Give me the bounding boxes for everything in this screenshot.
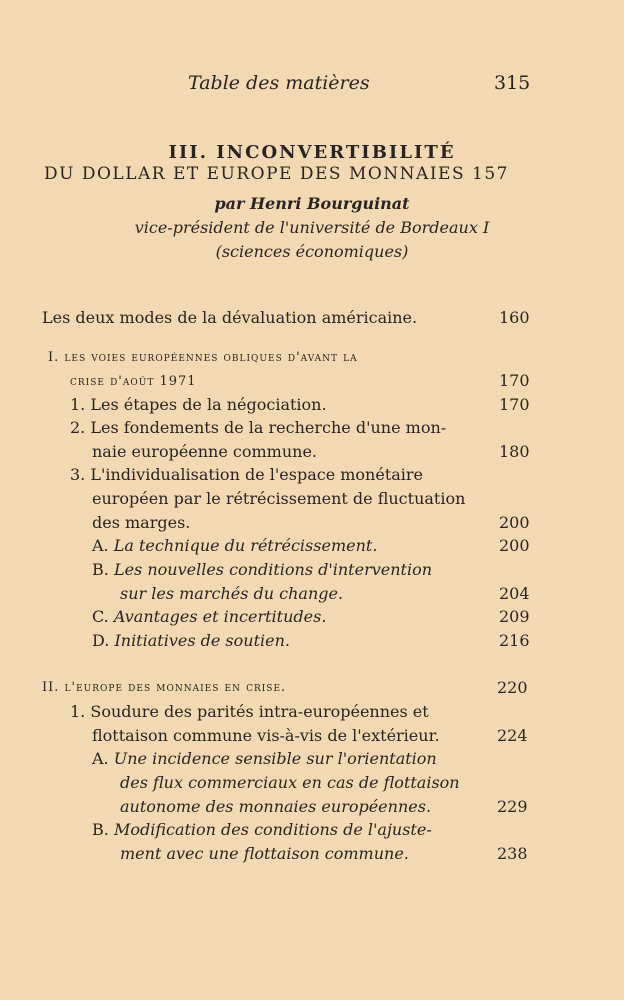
author-name: par Henri Bourguinat <box>214 194 410 213</box>
chapter-title-line2 <box>44 164 509 184</box>
toc-part2-a-label1: Une incidence sensible sur l'orientation <box>113 749 437 768</box>
toc-part1-page: 170 <box>499 371 530 390</box>
toc-part1-s3-line3: des marges. <box>92 513 191 532</box>
toc-part1-s1-page: 170 <box>499 395 530 414</box>
toc-part1-a-letter: A. <box>92 536 109 555</box>
running-head <box>0 72 624 98</box>
toc-part1-d-label: Initiatives de soutien. <box>114 631 290 650</box>
toc-part2-b-page: 238 <box>497 844 528 863</box>
toc-part2-s1-page: 224 <box>497 726 528 745</box>
toc-part1-s2-line2: naie européenne commune. <box>92 442 318 461</box>
chapter-title-text: DU DOLLAR ET EUROPE DES MONNAIES <box>44 164 466 184</box>
toc-part2-a-letter: A. <box>92 749 109 768</box>
toc-part1-c <box>92 607 326 626</box>
toc-part2: II. l'europe des monnaies en crise. <box>42 680 287 695</box>
toc-part2-a-line2: des flux commerciaux en cas de flottaison <box>120 773 460 792</box>
chapter-heading <box>0 142 624 184</box>
toc-part1-s3-line2: européen par le rétrécissement de fluctuation <box>92 489 466 508</box>
toc-part1-s3-line1: 3. L'individualisation de l'espace monétaire <box>70 465 424 484</box>
toc-part2-b-letter: B. <box>92 820 109 839</box>
toc-part1-line2: crise d'août 1971 <box>70 374 197 389</box>
toc-part2-a-line3: autonome des monnaies européennes. <box>120 797 432 816</box>
toc-part1-d-letter: D. <box>92 631 110 650</box>
toc-part1-a <box>92 536 377 555</box>
author-block <box>0 192 624 264</box>
toc-part1-d <box>92 631 290 650</box>
author-role: vice-président de l'université de Bordeaux I <box>134 218 490 237</box>
chapter-page: 157 <box>472 164 509 184</box>
toc-part1-c-letter: C. <box>92 607 109 626</box>
toc-part2-b-line1 <box>92 820 432 839</box>
page-number: 315 <box>494 72 531 94</box>
toc-part2-b-line2: ment avec une flottaison commune. <box>120 844 409 863</box>
toc-part1-c-page: 209 <box>499 607 530 626</box>
toc-part1-a-page: 200 <box>499 536 530 555</box>
toc-part1-b-line2: sur les marchés du change. <box>120 584 344 603</box>
toc-part2-s1-line2: flottaison commune vis-à-vis de l'extérieur. <box>92 726 440 745</box>
toc-part1-b-letter: B. <box>92 560 109 579</box>
toc-part1-s3-page: 200 <box>499 513 530 532</box>
toc-part2-s1-line1: 1. Soudure des parités intra-européennes et <box>70 702 429 721</box>
toc-part1-a-label: La technique du rétrécissement. <box>113 536 378 555</box>
toc-part1-s1: 1. Les étapes de la négociation. <box>70 395 327 414</box>
toc-part1-b-page: 204 <box>499 584 530 603</box>
toc-part1-b-line1 <box>92 560 432 579</box>
toc-page-intro: 160 <box>499 308 530 327</box>
toc-part1-b-label1: Les nouvelles conditions d'intervention <box>113 560 433 579</box>
toc-part1-s2-page: 180 <box>499 442 530 461</box>
toc-part2-page: 220 <box>497 678 528 697</box>
toc-part2-a-page: 229 <box>497 797 528 816</box>
toc-part1-s2-line1: 2. Les fondements de la recherche d'une mon- <box>70 418 447 437</box>
toc-part1-c-label: Avantages et incertitudes. <box>113 607 327 626</box>
toc-part2-a-line1 <box>92 749 437 768</box>
author-field: (sciences économiques) <box>215 242 409 261</box>
running-head-title: Table des matières <box>188 72 370 94</box>
toc-part1-line1: I. les voies européennes obliques d'avant la <box>48 350 358 365</box>
chapter-title-line1: III. INCONVERTIBILITÉ <box>168 142 456 163</box>
toc-part2-b-label1: Modification des conditions de l'ajuste- <box>113 820 432 839</box>
toc-entry-intro: Les deux modes de la dévaluation américaine. <box>42 308 418 327</box>
toc-part1-d-page: 216 <box>499 631 530 650</box>
